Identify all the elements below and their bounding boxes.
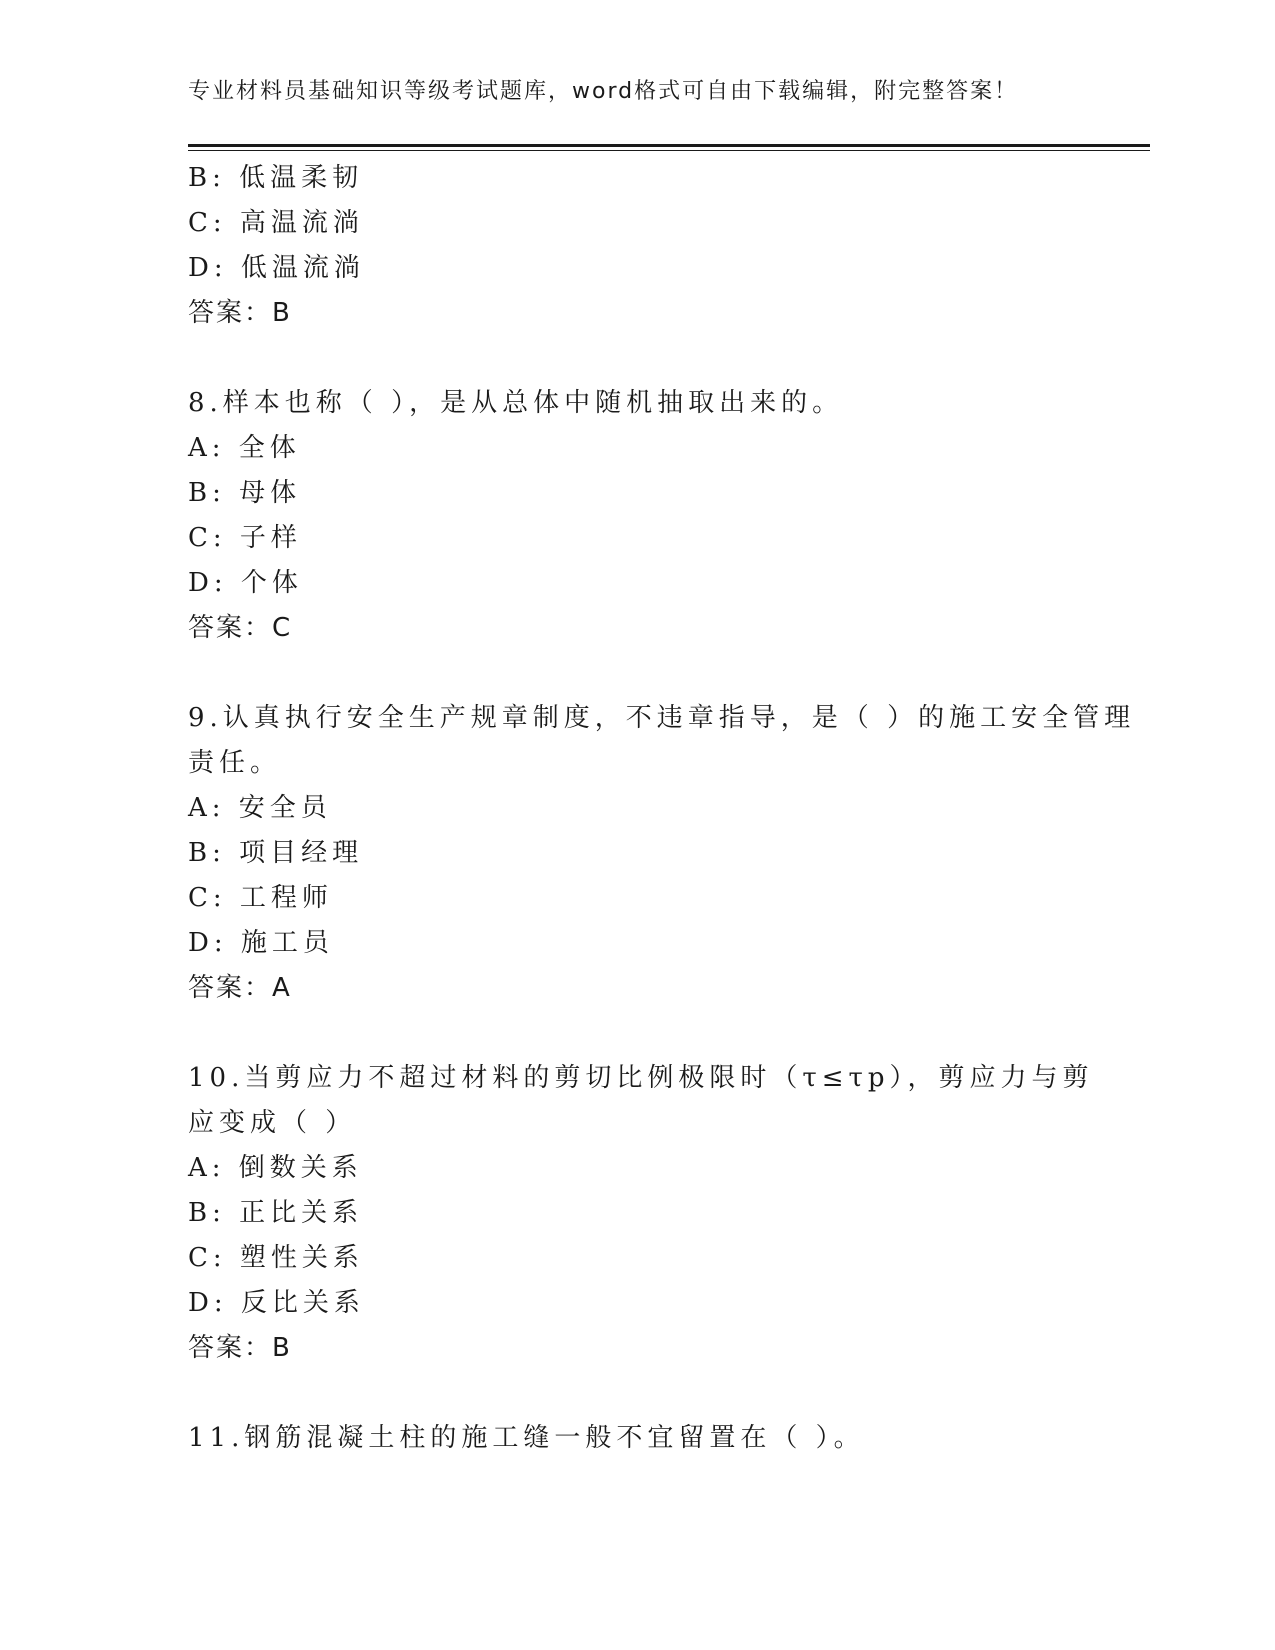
question-stem: 10.当剪应力不超过材料的剪切比例极限时（τ≤τp），剪应力与剪 <box>188 1063 1094 1093</box>
question-11 <box>188 1416 1088 1461</box>
question-7-tail <box>188 156 1088 336</box>
question-9 <box>188 696 1136 1011</box>
option-c: C: 高温流淌 <box>188 208 364 238</box>
option-d: D: 反比关系 <box>188 1288 365 1318</box>
header-divider-thick <box>188 144 1150 147</box>
answer-line: 答案：B <box>188 298 292 328</box>
question-stem: 8.样本也称（ ），是从总体中随机抽取出来的。 <box>188 388 844 418</box>
option-b: B: 正比关系 <box>188 1198 364 1228</box>
option-c: C: 塑性关系 <box>188 1243 364 1273</box>
question-list <box>188 156 1136 1461</box>
spacer <box>188 1011 1088 1056</box>
question-stem-continued: 责任。 <box>188 748 282 778</box>
option-d: D: 低温流淌 <box>188 253 365 283</box>
spacer <box>188 336 1088 381</box>
question-stem: 11.钢筋混凝土柱的施工缝一般不宜留置在（ ）。 <box>188 1423 865 1453</box>
option-c: C: 子样 <box>188 523 302 553</box>
question-stem-continued: 应变成（ ） <box>188 1108 357 1138</box>
spacer <box>188 1371 1088 1416</box>
option-d: D: 个体 <box>188 568 303 598</box>
option-a: A: 倒数关系 <box>188 1153 363 1183</box>
option-c: C: 工程师 <box>188 883 333 913</box>
option-b: B: 项目经理 <box>188 838 364 868</box>
option-a: A: 安全员 <box>188 793 332 823</box>
question-8 <box>188 381 1088 651</box>
question-10 <box>188 1056 1094 1371</box>
option-b: B: 低温柔韧 <box>188 163 364 193</box>
option-d: D: 施工员 <box>188 928 334 958</box>
option-a: A: 全体 <box>188 433 301 463</box>
option-b: B: 母体 <box>188 478 302 508</box>
answer-line: 答案：C <box>188 613 293 643</box>
answer-line: 答案：A <box>188 973 292 1003</box>
spacer <box>188 651 1088 696</box>
header-divider-thin <box>188 150 1150 151</box>
question-stem: 9.认真执行安全生产规章制度，不违章指导，是（ ）的施工安全管理 <box>188 703 1136 733</box>
page-header-title: 专业材料员基础知识等级考试题库，word格式可自由下载编辑，附完整答案！ <box>188 79 1019 104</box>
answer-line: 答案：B <box>188 1333 292 1363</box>
